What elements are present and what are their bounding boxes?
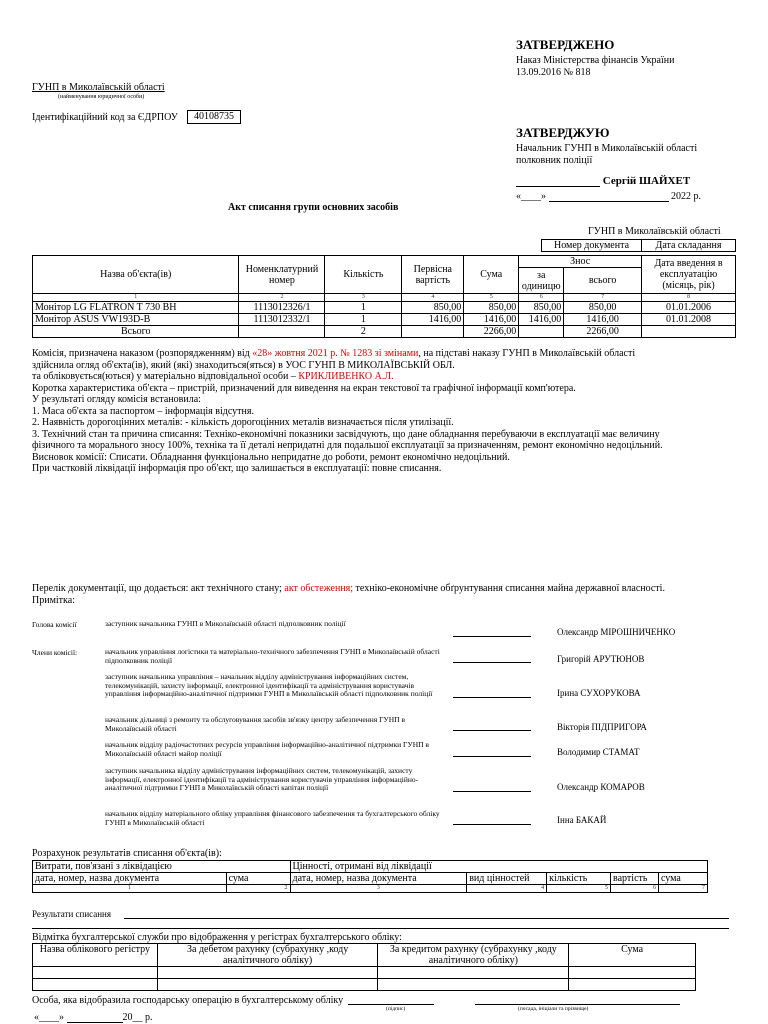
signer-name: Інна БАКАЙ: [557, 815, 607, 825]
signer-name: Володимир СТАМАТ: [557, 747, 640, 757]
asset-date: 01.01.2006: [642, 302, 736, 314]
col-number: 7: [659, 885, 708, 893]
commission-line: Висновок комісії: Списати. Обладнання функціонально непридатне до роботи, ремонт економічно недоцільний.: [32, 451, 510, 463]
col-number: 5: [464, 294, 519, 302]
signer-name: Григорій АРУТЮНОВ: [557, 654, 645, 664]
acc-cell: [569, 979, 696, 991]
commission-l1c: , на підставі наказу ГУНП в Миколаївській області: [418, 348, 636, 359]
calc-values-header: Цінності, отримані від ліквідації: [290, 861, 707, 873]
total-qty: 2: [325, 326, 402, 338]
approve-date-year: 2022 р.: [671, 191, 701, 202]
head-label: Голова комісії: [32, 620, 77, 629]
total-sum: 2266,00: [464, 326, 519, 338]
col-number: 1: [33, 294, 239, 302]
calc-h-doc: дата, номер, назва документа: [33, 873, 227, 885]
accounting-table: [32, 943, 696, 991]
total-wear: 2266,00: [564, 326, 642, 338]
total-empty: [239, 326, 325, 338]
header-quantity: Кількість: [325, 256, 402, 294]
header-wear-total: всього: [564, 268, 642, 294]
approved-line2: 13.09.2016 № 818: [516, 67, 591, 78]
members-label: Члени комісії:: [32, 648, 78, 657]
signature-line: [453, 697, 531, 698]
signer-name: Олександр МІРОШНИЧЕНКО: [557, 627, 676, 637]
commission-line: здійснила огляд об'єкта(ів), який (які) знаходиться(яться) в УОС ГУНП В МИКОЛАЇВСЬКІЙ ОБЛ.: [32, 359, 455, 371]
header-in-service: Дата введення в експлуатацію (місяць, рік): [642, 256, 736, 294]
col-number: 4: [467, 885, 547, 893]
asset-sum: 1416,00: [464, 314, 519, 326]
commission-line: 3. Технічний стан та причина списання: Техніко-економічні показники засвідчують, що дане обладнання перебуваючи в експлуатації має величину: [32, 428, 660, 440]
docs-survey-act: акт обстеження;: [284, 583, 354, 594]
acc-h2: За дебетом рахунку (субрахунку ,коду аналітичного обліку): [157, 944, 378, 967]
commission-line: [32, 371, 752, 383]
signature-blank: [516, 186, 600, 187]
accounting-title: Відмітка бухгалтерської служби про відображення у регістрах бухгалтерського обліку:: [32, 932, 402, 943]
commission-l1a: Комісія, призначена наказом (розпорядженням) від: [32, 348, 253, 359]
table-row: [33, 314, 736, 326]
col-number: 2: [239, 294, 325, 302]
doc-number-label: Номер документа: [542, 240, 642, 252]
calc-table: [32, 860, 708, 893]
asset-name: Монітор ASUS VW193D-B: [33, 314, 239, 326]
doc-date-label: Дата складання: [642, 240, 736, 252]
approve-signer-row: [516, 175, 690, 187]
total-label: Всього: [33, 326, 239, 338]
acc-h4: Сума: [569, 944, 696, 967]
position-line: [475, 1004, 680, 1005]
org-name-caption: (найменування юридичної особи): [58, 94, 145, 100]
col-number: 3: [290, 885, 467, 893]
signer-role: заступник начальника ГУНП в Миколаївській області підполковник поліції: [105, 619, 346, 628]
calc-costs-header: Витрати, пов'язані з ліквідацією: [33, 861, 291, 873]
total-empty: [642, 326, 736, 338]
signer-name: Вікторія ПІДПРИГОРА: [557, 722, 647, 732]
asset-nom: 1113012326/1: [239, 302, 325, 314]
asset-wear-total: 850,00: [564, 302, 642, 314]
commission-l3a: та обліковується(ються) у матеріально відповідальної особи –: [32, 371, 299, 382]
docs-l1c: техніко-економічне обґрунтування списання майна державної власності.: [353, 583, 665, 594]
docs-line: Примітка:: [32, 594, 75, 606]
asset-wear-unit: 850,00: [519, 302, 564, 314]
commission-line: 2. Наявність дорогоцінних металів: - кількість дорогоцінних металів визначається після утилізації.: [32, 417, 454, 428]
assets-table: [32, 255, 736, 338]
header-wear: Знос: [519, 256, 642, 268]
commission-line: У результаті огляду комісія встановила:: [32, 394, 201, 405]
calc-h-kind: вид цінностей: [467, 873, 547, 885]
acc-cell: [33, 979, 158, 991]
col-number: 4: [402, 294, 464, 302]
asset-cost: 1416,00: [402, 314, 464, 326]
signature-line: [453, 756, 531, 757]
acc-cell: [569, 967, 696, 979]
approve-title: ЗАТВЕРДЖУЮ: [516, 125, 610, 140]
col-number: 1: [33, 885, 227, 893]
docs-text: [32, 583, 752, 606]
accounting-date-day: «____»: [34, 1012, 64, 1023]
approved-title: ЗАТВЕРДЖЕНО: [516, 37, 615, 52]
signer-name: Ірина СУХОРУКОВА: [557, 688, 641, 698]
docs-l1a: Перелік документації, що додається: акт технічного стану;: [32, 583, 285, 594]
signature-line: [453, 636, 531, 637]
edrpou-code: 40108735: [187, 110, 241, 124]
header-name: Назва об'єкта(ів): [33, 256, 239, 294]
asset-cost: 850,00: [402, 302, 464, 314]
signature-line: [453, 824, 531, 825]
results-line: [124, 918, 729, 919]
asset-nom: 1113012332/1: [239, 314, 325, 326]
position-caption: (посада, ініціали та прізвище): [518, 1006, 589, 1012]
acc-cell: [378, 979, 569, 991]
calc-h-sum: сума: [226, 873, 290, 885]
signature-line: [453, 662, 531, 663]
asset-sum: 850,00: [464, 302, 519, 314]
calc-h-qty: кількість: [547, 873, 611, 885]
accounting-person: Особа, яка відобразила господарську операцію в бухгалтерському обліку: [32, 995, 344, 1006]
acc-cell: [33, 967, 158, 979]
act-title: Акт списання групи основних засобів: [228, 202, 399, 213]
asset-qty: 1: [325, 314, 402, 326]
asset-wear-total: 1416,00: [564, 314, 642, 326]
total-empty: [519, 326, 564, 338]
approved-line1: Наказ Міністерства фінансів України: [516, 55, 675, 66]
accounting-date-year: 20__ р.: [122, 1012, 153, 1023]
signature-line: [453, 791, 531, 792]
signer-role: начальник відділу матеріального обліку управління фінансового забезпечення та бухгалтерського обліку ГУНП в Миколаївській області: [105, 809, 440, 827]
signature-line: [453, 730, 531, 731]
sign-line: [348, 1004, 434, 1005]
col-number: 3: [325, 294, 402, 302]
signer-role: начальник управління логістики та матеріально-технічного забезпечення ГУНП в Миколаївській області підполковник поліції: [105, 647, 440, 665]
col-number: 2: [226, 885, 290, 893]
header-nomenclature: Номенклатурний номер: [239, 256, 325, 294]
responsible-person: КРИКЛИВЕНКО А.Л.: [298, 371, 394, 382]
results-line: [32, 928, 729, 929]
asset-qty: 1: [325, 302, 402, 314]
signer-role: начальник дільниці з ремонту та обслуговування засобів зв'язку центру забезпечення ГУНП в Миколаївській області: [105, 715, 405, 733]
approve-line1: Начальник ГУНП в Миколаївській області: [516, 143, 698, 154]
acc-h3: За кредитом рахунку (субрахунку ,коду аналітичного обліку): [378, 944, 569, 967]
act-org-right: ГУНП в Миколаївській області: [588, 226, 721, 237]
total-empty: [402, 326, 464, 338]
results-label: Результати списання: [32, 909, 112, 919]
approve-signer: Сергій ШАЙХЕТ: [602, 175, 691, 187]
approve-date: [516, 191, 701, 202]
commission-line: 1. Маса об'єкта за паспортом – інформація відсутня.: [32, 405, 254, 417]
commission-line: Коротка характеристика об'єкта – пристрій, призначений для виведення на екран текстової та графічної інформації комп'ютера.: [32, 382, 576, 394]
acc-h1: Назва облікового регістру: [33, 944, 158, 967]
approve-date-day: «____»: [516, 191, 546, 202]
total-row: [33, 326, 736, 338]
asset-name: Монітор LG FLATRON T 730 BH: [33, 302, 239, 314]
acc-cell: [157, 979, 378, 991]
org-name: ГУНП в Миколаївській області: [32, 82, 165, 93]
approve-line2: полковник поліції: [516, 155, 593, 166]
signer-role: начальник відділу радіочастотних ресурсів управління інформаційно-аналітичної підтримки ГУНП в Миколаївській області майор поліції: [105, 740, 429, 758]
approve-date-blank: [549, 201, 669, 202]
accounting-date-blank: [67, 1022, 123, 1023]
col-number: 5: [547, 885, 611, 893]
acc-cell: [157, 967, 378, 979]
acc-cell: [378, 967, 569, 979]
header-sum: Сума: [464, 256, 519, 294]
col-number: 8: [642, 294, 736, 302]
sign-caption: (підпис): [386, 1006, 406, 1012]
commission-text: [32, 348, 752, 475]
accounting-date: [34, 1012, 153, 1023]
table-row: [33, 302, 736, 314]
commission-line: фізичного та морального зносу 100%, техніка та її деталі непридатні для подальшої експлуатації за призначенням, ремонт економічно недоцільний.: [32, 440, 663, 451]
signer-name: Олександр КОМАРОВ: [557, 782, 645, 792]
calc-h-cost: вартість: [611, 873, 659, 885]
header-initial-cost: Первісна вартість: [402, 256, 464, 294]
doc-number-table: [541, 239, 736, 252]
col-number: 7: [564, 294, 642, 302]
commission-line: При частковій ліквідації інформація про об'єкт, що залишається в експлуатації: повне списання.: [32, 463, 442, 474]
asset-wear-unit: 1416,00: [519, 314, 564, 326]
signer-role: заступник начальника відділу адміністрування інформаційних систем, телекомунікацій, захисту інформації, електронної ідентифікації та адміністрування користувачів управління інформаційно-аналітичної підтримки ГУНП в Миколаївській області капітан поліції: [105, 766, 419, 793]
col-number: 6: [611, 885, 659, 893]
header-wear-unit: за одиницю: [519, 268, 564, 294]
commission-order: «28» жовтня 2021 р. № 1283 зі змінами: [252, 348, 419, 359]
asset-date: 01.01.2008: [642, 314, 736, 326]
commission-line: [32, 348, 752, 360]
calc-h-doc2: дата, номер, назва документа: [290, 873, 467, 885]
signer-role: заступник начальника управління – начальник відділу адміністрування інформаційних систем, телекомунікацій, захисту інформації, електронної ідентифікації та адміністрування користувачів управління інформаційно-аналітичної підтримки ГУНП в Миколаївській області підполковник поліції: [105, 672, 433, 699]
calc-title: Розрахунок результатів списання об'єкта(ів):: [32, 848, 222, 859]
col-number: 6: [519, 294, 564, 302]
calc-h-sum2: сума: [659, 873, 708, 885]
docs-line: [32, 583, 752, 595]
edrpou-label: Ідентифікаційний код за ЄДРПОУ: [32, 112, 178, 123]
